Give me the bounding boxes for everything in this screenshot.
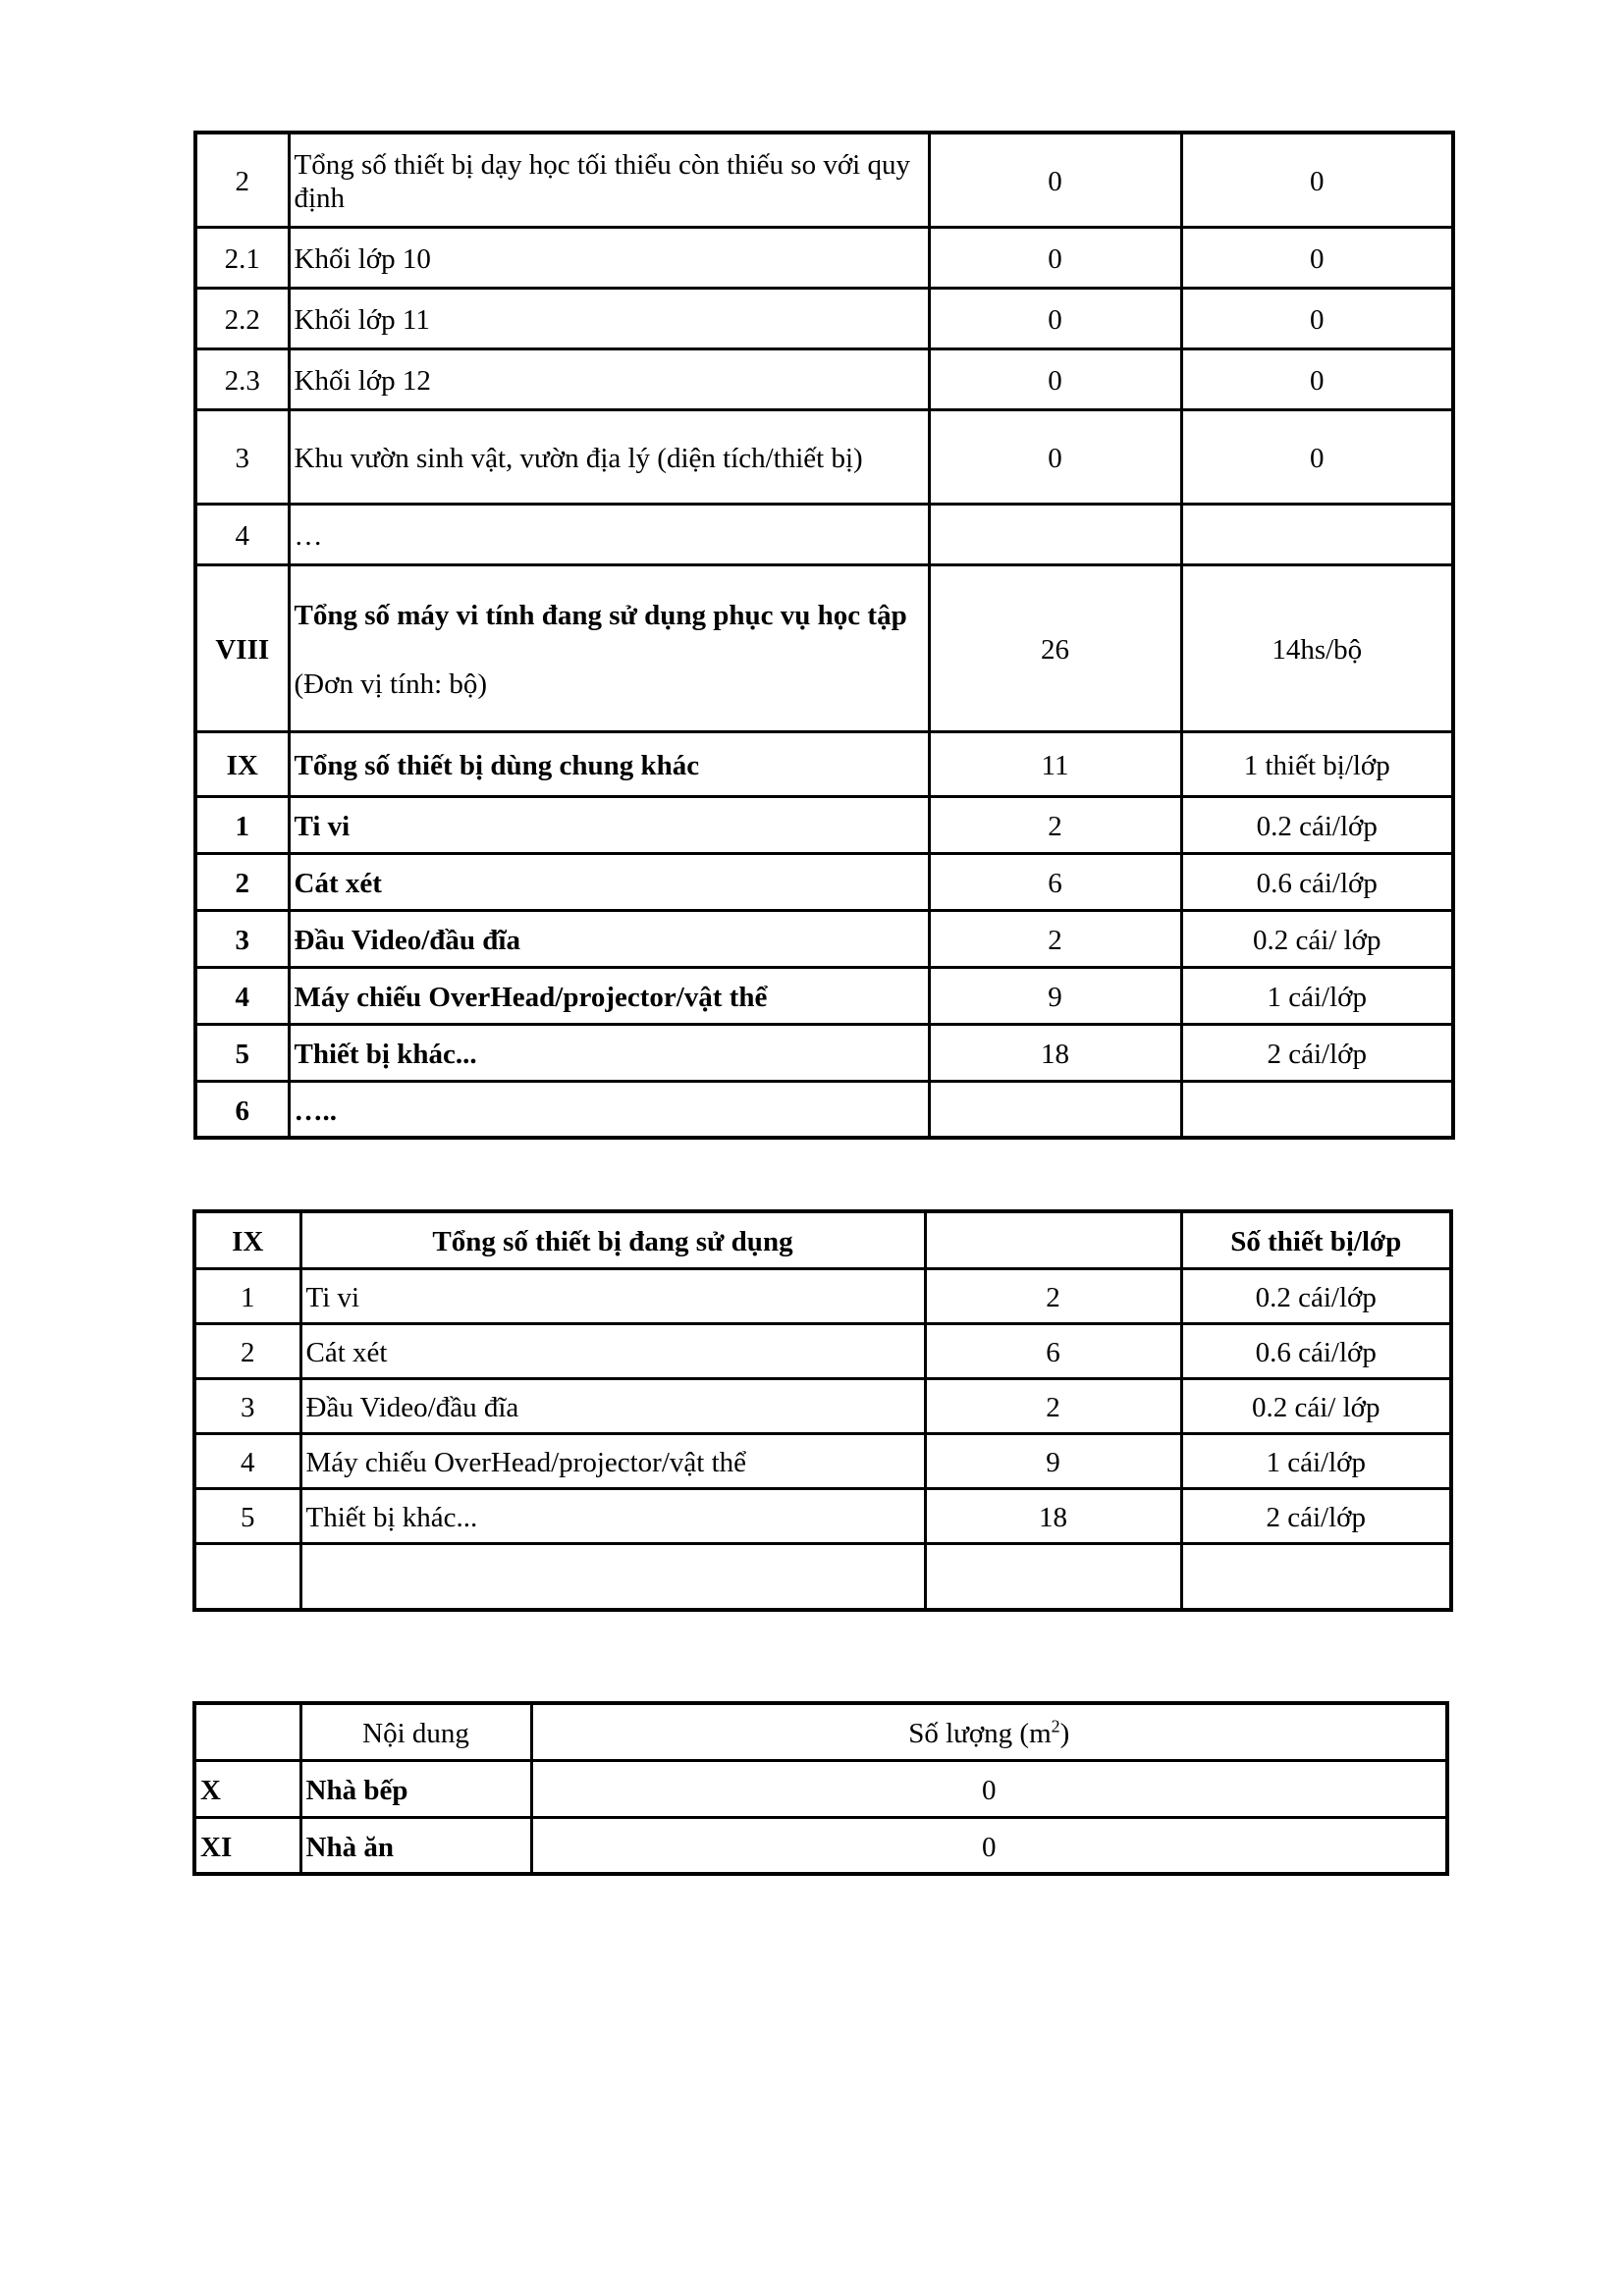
table-row (195, 288, 1453, 348)
row-number-cell: 1 (195, 796, 289, 853)
row-number-cell: IX (195, 731, 289, 796)
computers-unit-note: (Đơn vị tính: bộ) (294, 668, 488, 700)
table-header-row (194, 1211, 1451, 1268)
table-row (194, 1488, 1451, 1543)
row-value-cell: 0 (531, 1817, 1447, 1874)
row-value-cell: 0 (929, 288, 1181, 348)
row-value-cell: 2 (925, 1268, 1181, 1323)
row-number-cell: X (194, 1760, 300, 1817)
row-number-cell: 2 (195, 133, 289, 227)
row-value-cell: 0 (929, 227, 1181, 288)
table-row-computers (195, 564, 1453, 731)
row-norm-cell: 0.2 cái/lớp (1181, 796, 1453, 853)
row-label-cell: Máy chiếu OverHead/projector/vật thể (289, 967, 929, 1024)
table-row (195, 853, 1453, 910)
row-norm-cell: 0.2 cái/ lớp (1181, 910, 1453, 967)
row-norm-cell: 0 (1181, 288, 1453, 348)
row-number-cell: 2 (194, 1323, 300, 1378)
row-number-cell: 5 (195, 1024, 289, 1081)
row-norm-cell (1181, 504, 1453, 564)
row-norm-cell: 2 cái/lớp (1181, 1024, 1453, 1081)
header-title-cell: Tổng số thiết bị đang sử dụng (300, 1211, 925, 1268)
row-label-cell: Ti vi (289, 796, 929, 853)
row-value-cell: 0 (531, 1760, 1447, 1817)
table-row (195, 1024, 1453, 1081)
row-value-cell: 9 (925, 1433, 1181, 1488)
row-norm-cell: 2 cái/lớp (1181, 1488, 1451, 1543)
row-label-cell: Thiết bị khác... (300, 1488, 925, 1543)
table-row (195, 796, 1453, 853)
row-label-cell: Cát xét (289, 853, 929, 910)
table-row-empty (194, 1543, 1451, 1610)
row-norm-cell: 14hs/bộ (1181, 564, 1453, 731)
row-label-cell: Thiết bị khác... (289, 1024, 929, 1081)
row-value-cell: 26 (929, 564, 1181, 731)
row-label-cell: Cát xét (300, 1323, 925, 1378)
table-row (195, 910, 1453, 967)
row-number-cell: 3 (195, 409, 289, 504)
row-norm-cell: 0.2 cái/lớp (1181, 1268, 1451, 1323)
equipment-summary-table (193, 131, 1455, 1140)
row-number-cell: 6 (195, 1081, 289, 1138)
row-value-cell: 18 (925, 1488, 1181, 1543)
row-label-cell: Khối lớp 12 (289, 348, 929, 409)
row-number-cell: 1 (194, 1268, 300, 1323)
row-value-cell: 2 (929, 796, 1181, 853)
row-norm-cell: 0 (1181, 348, 1453, 409)
row-number-cell: XI (194, 1817, 300, 1874)
header-norm-cell: Số thiết bị/lớp (1181, 1211, 1451, 1268)
row-number-cell: 2 (195, 853, 289, 910)
row-number-cell: 5 (194, 1488, 300, 1543)
table-row (194, 1378, 1451, 1433)
row-norm-cell (1181, 1543, 1451, 1610)
row-value-cell: 0 (929, 348, 1181, 409)
row-number-cell: 3 (194, 1378, 300, 1433)
row-label-cell: Tổng số thiết bị dùng chung khác (289, 731, 929, 796)
row-label-cell: … (289, 504, 929, 564)
row-norm-cell: 1 cái/lớp (1181, 967, 1453, 1024)
row-value-cell: 0 (929, 409, 1181, 504)
row-value-cell: 2 (929, 910, 1181, 967)
quantity-label: Số lượng (m (908, 1718, 1052, 1750)
row-value-cell: 6 (929, 853, 1181, 910)
table-row (195, 967, 1453, 1024)
row-label-cell: Khối lớp 11 (289, 288, 929, 348)
row-label-cell: Nhà bếp (300, 1760, 531, 1817)
row-value-cell (929, 504, 1181, 564)
table-row (195, 1081, 1453, 1138)
header-empty-cell (925, 1211, 1181, 1268)
row-norm-cell: 0 (1181, 133, 1453, 227)
row-norm-cell: 0 (1181, 227, 1453, 288)
header-number-cell: IX (194, 1211, 300, 1268)
row-norm-cell: 0.6 cái/lớp (1181, 853, 1453, 910)
row-number-cell: 2.2 (195, 288, 289, 348)
kitchen-dining-table (192, 1701, 1449, 1876)
table-row (195, 227, 1453, 288)
table-row (194, 1817, 1447, 1874)
table-row (195, 133, 1453, 227)
header-number-cell (194, 1703, 300, 1760)
quantity-superscript: 2 (1051, 1716, 1060, 1736)
row-value-cell: 11 (929, 731, 1181, 796)
computers-title: Tổng số máy vi tính đang sử dụng phục vụ học tập (294, 599, 907, 631)
table-row-shared-devices (195, 731, 1453, 796)
row-number-cell: 2.1 (195, 227, 289, 288)
table-header-row (194, 1703, 1447, 1760)
row-number-cell: VIII (195, 564, 289, 731)
header-quantity-cell (531, 1703, 1447, 1760)
row-norm-cell: 1 thiết bị/lớp (1181, 731, 1453, 796)
row-value-cell: 2 (925, 1378, 1181, 1433)
row-label-cell: Đầu Video/đầu đĩa (300, 1378, 925, 1433)
row-label-cell (289, 564, 929, 731)
row-norm-cell: 0.6 cái/lớp (1181, 1323, 1451, 1378)
row-norm-cell: 0.2 cái/ lớp (1181, 1378, 1451, 1433)
row-value-cell: 6 (925, 1323, 1181, 1378)
row-number-cell: 4 (195, 967, 289, 1024)
row-number-cell: 4 (195, 504, 289, 564)
row-value-cell (929, 1081, 1181, 1138)
table-row (194, 1433, 1451, 1488)
header-content-cell: Nội dung (300, 1703, 531, 1760)
row-label-cell (300, 1543, 925, 1610)
quantity-label-close: ) (1059, 1718, 1070, 1750)
row-value-cell (925, 1543, 1181, 1610)
table-row (195, 409, 1453, 504)
row-label-cell: Đầu Video/đầu đĩa (289, 910, 929, 967)
row-norm-cell: 1 cái/lớp (1181, 1433, 1451, 1488)
row-number-cell: 3 (195, 910, 289, 967)
row-value-cell: 18 (929, 1024, 1181, 1081)
row-norm-cell (1181, 1081, 1453, 1138)
row-label-cell: Nhà ăn (300, 1817, 531, 1874)
row-label-cell: Khối lớp 10 (289, 227, 929, 288)
table-row (195, 348, 1453, 409)
row-label-cell: Ti vi (300, 1268, 925, 1323)
table-row (194, 1323, 1451, 1378)
row-value-cell: 9 (929, 967, 1181, 1024)
row-number-cell: 2.3 (195, 348, 289, 409)
row-norm-cell: 0 (1181, 409, 1453, 504)
devices-in-use-table (192, 1209, 1453, 1612)
row-number-cell (194, 1543, 300, 1610)
row-value-cell: 0 (929, 133, 1181, 227)
table-row (195, 504, 1453, 564)
table-row (194, 1268, 1451, 1323)
row-label-cell: ….. (289, 1081, 929, 1138)
row-label-cell: Khu vườn sinh vật, vườn địa lý (diện tích/thiết bị) (289, 409, 929, 504)
row-label-cell: Máy chiếu OverHead/projector/vật thể (300, 1433, 925, 1488)
table-row (194, 1760, 1447, 1817)
row-number-cell: 4 (194, 1433, 300, 1488)
row-label-cell: Tổng số thiết bị dạy học tối thiểu còn thiếu so với quy định (289, 133, 929, 227)
